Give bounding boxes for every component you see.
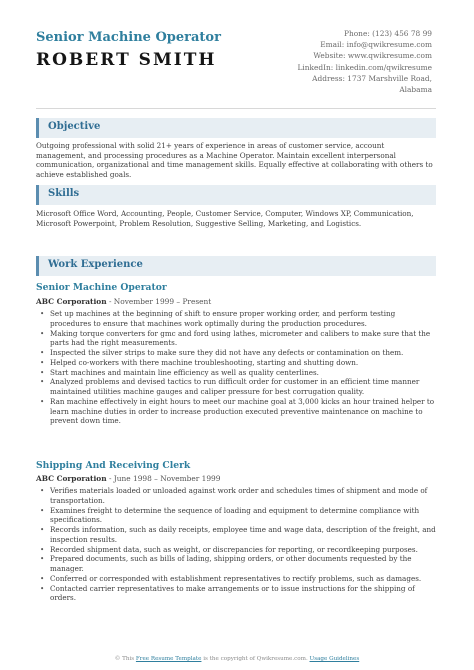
usage-guidelines-link[interactable]: Usage Guidelines: [309, 656, 360, 662]
footer: [0, 656, 474, 662]
contact-website: Website: www.qwikresume.com: [313, 51, 432, 61]
list-item: • Conferred or corresponded with establishment representatives to rectify problems, such as damages.: [36, 574, 436, 584]
resume-job-title: Senior Machine Operator: [36, 30, 221, 45]
list-item: • Set up machines at the beginning of shift to ensure proper working order, and perform testing procedures to ensure that machines work optimally during the production procedures.: [36, 309, 436, 329]
list-item: • Ran machine effectively in eight hours to meet our machine goal at 3,000 kicks an hour trained helper to learn machine duties in order to increase production executed preventive maintenance on machine to prevent down time.: [36, 397, 436, 426]
job-title-2: Shipping And Receiving Clerk: [36, 460, 191, 471]
job-title-1: Senior Machine Operator: [36, 282, 167, 293]
list-item: • Verifies materials loaded or unloaded against work order and schedules times of shipment and mode of transportation.: [36, 486, 436, 506]
list-item: • Helped co-workers with there machine troubleshooting, starting and shutting down.: [36, 358, 436, 368]
list-item: • Examines freight to determine the sequence of loading and equipment to determine compliance with specifications.: [36, 506, 436, 526]
contact-phone: Phone: (123) 456 78 99: [344, 29, 432, 38]
list-item: • Contacted carrier representatives to make arrangements or to issue instructions for the shipping of orders.: [36, 584, 436, 604]
skills-text: Microsoft Office Word, Accounting, People, Customer Service, Computer, Windows XP, Communication, Microsoft Powerpoint, Problem Resolution, Suggestive Selling, Marketing, and Logistics.: [36, 209, 414, 228]
job-dates-2: - June 1998 – November 1999: [106, 474, 221, 483]
objective-heading: Objective: [48, 121, 101, 132]
list-item: • Records information, such as daily receipts, employee time and wage data, description of the freight, and inspection results.: [36, 525, 436, 545]
job-company-line-2: [36, 474, 220, 483]
job-bullets-1: [36, 309, 436, 426]
footer-prefix: © This: [114, 656, 135, 662]
list-item: • Inspected the silver strips to make sure they did not have any defects or contamination on them.: [36, 348, 436, 358]
objective-text: Outgoing professional with solid 21+ years of experience in areas of customer service, account management, and processing procedures as a Machine Operator. Maintain excellent interpersonal communication, organizational and time management skills. Equally effective at collaborating with others to achieve established goals.: [36, 141, 433, 180]
job-company-line-1: [36, 297, 211, 306]
contact-block: [252, 28, 432, 95]
contact-linkedin: LinkedIn: linkedin.com/qwikresume: [297, 62, 432, 72]
job-company-2: ABC Corporation: [36, 474, 107, 483]
list-item: • Start machines and maintain line efficiency as well as quality centerlines.: [36, 368, 436, 378]
contact-address-state: Alabama: [399, 85, 432, 95]
candidate-name: ROBERT SMITH: [36, 50, 217, 70]
header-divider: [36, 108, 436, 109]
contact-email: Email: info@qwikresume.com: [320, 40, 432, 50]
list-item: • Prepared documents, such as bills of lading, shipping orders, or other documents requested by the manager.: [36, 554, 436, 574]
experience-section-header: [36, 256, 436, 276]
list-item: • Recorded shipment data, such as weight, or discrepancies for reporting, or recordkeeping purposes.: [36, 545, 436, 555]
skills-heading: Skills: [48, 188, 80, 199]
free-resume-template-link[interactable]: Free Resume Template: [135, 656, 202, 662]
skills-section-header: [36, 185, 436, 205]
footer-copyright-text: is the copyright of Qwikresume.com.: [203, 656, 308, 662]
list-item: • Making torque converters for gmc and ford using lathes, micrometer and calibers to make sure that the parts had the right measurements.: [36, 329, 436, 349]
list-item: • Analyzed problems and devised tactics to run difficult order for customer in an efficient time manner maintained utilities machine gauges and caliper pressure for best corrugation quality.: [36, 377, 436, 397]
job-dates-1: - November 1999 – Present: [106, 297, 212, 306]
job-bullets-2: [36, 486, 436, 603]
contact-address: Address: 1737 Marshville Road,: [312, 73, 432, 83]
experience-heading: Work Experience: [48, 259, 143, 270]
objective-section-header: [36, 118, 436, 138]
job-company-1: ABC Corporation: [36, 297, 107, 306]
